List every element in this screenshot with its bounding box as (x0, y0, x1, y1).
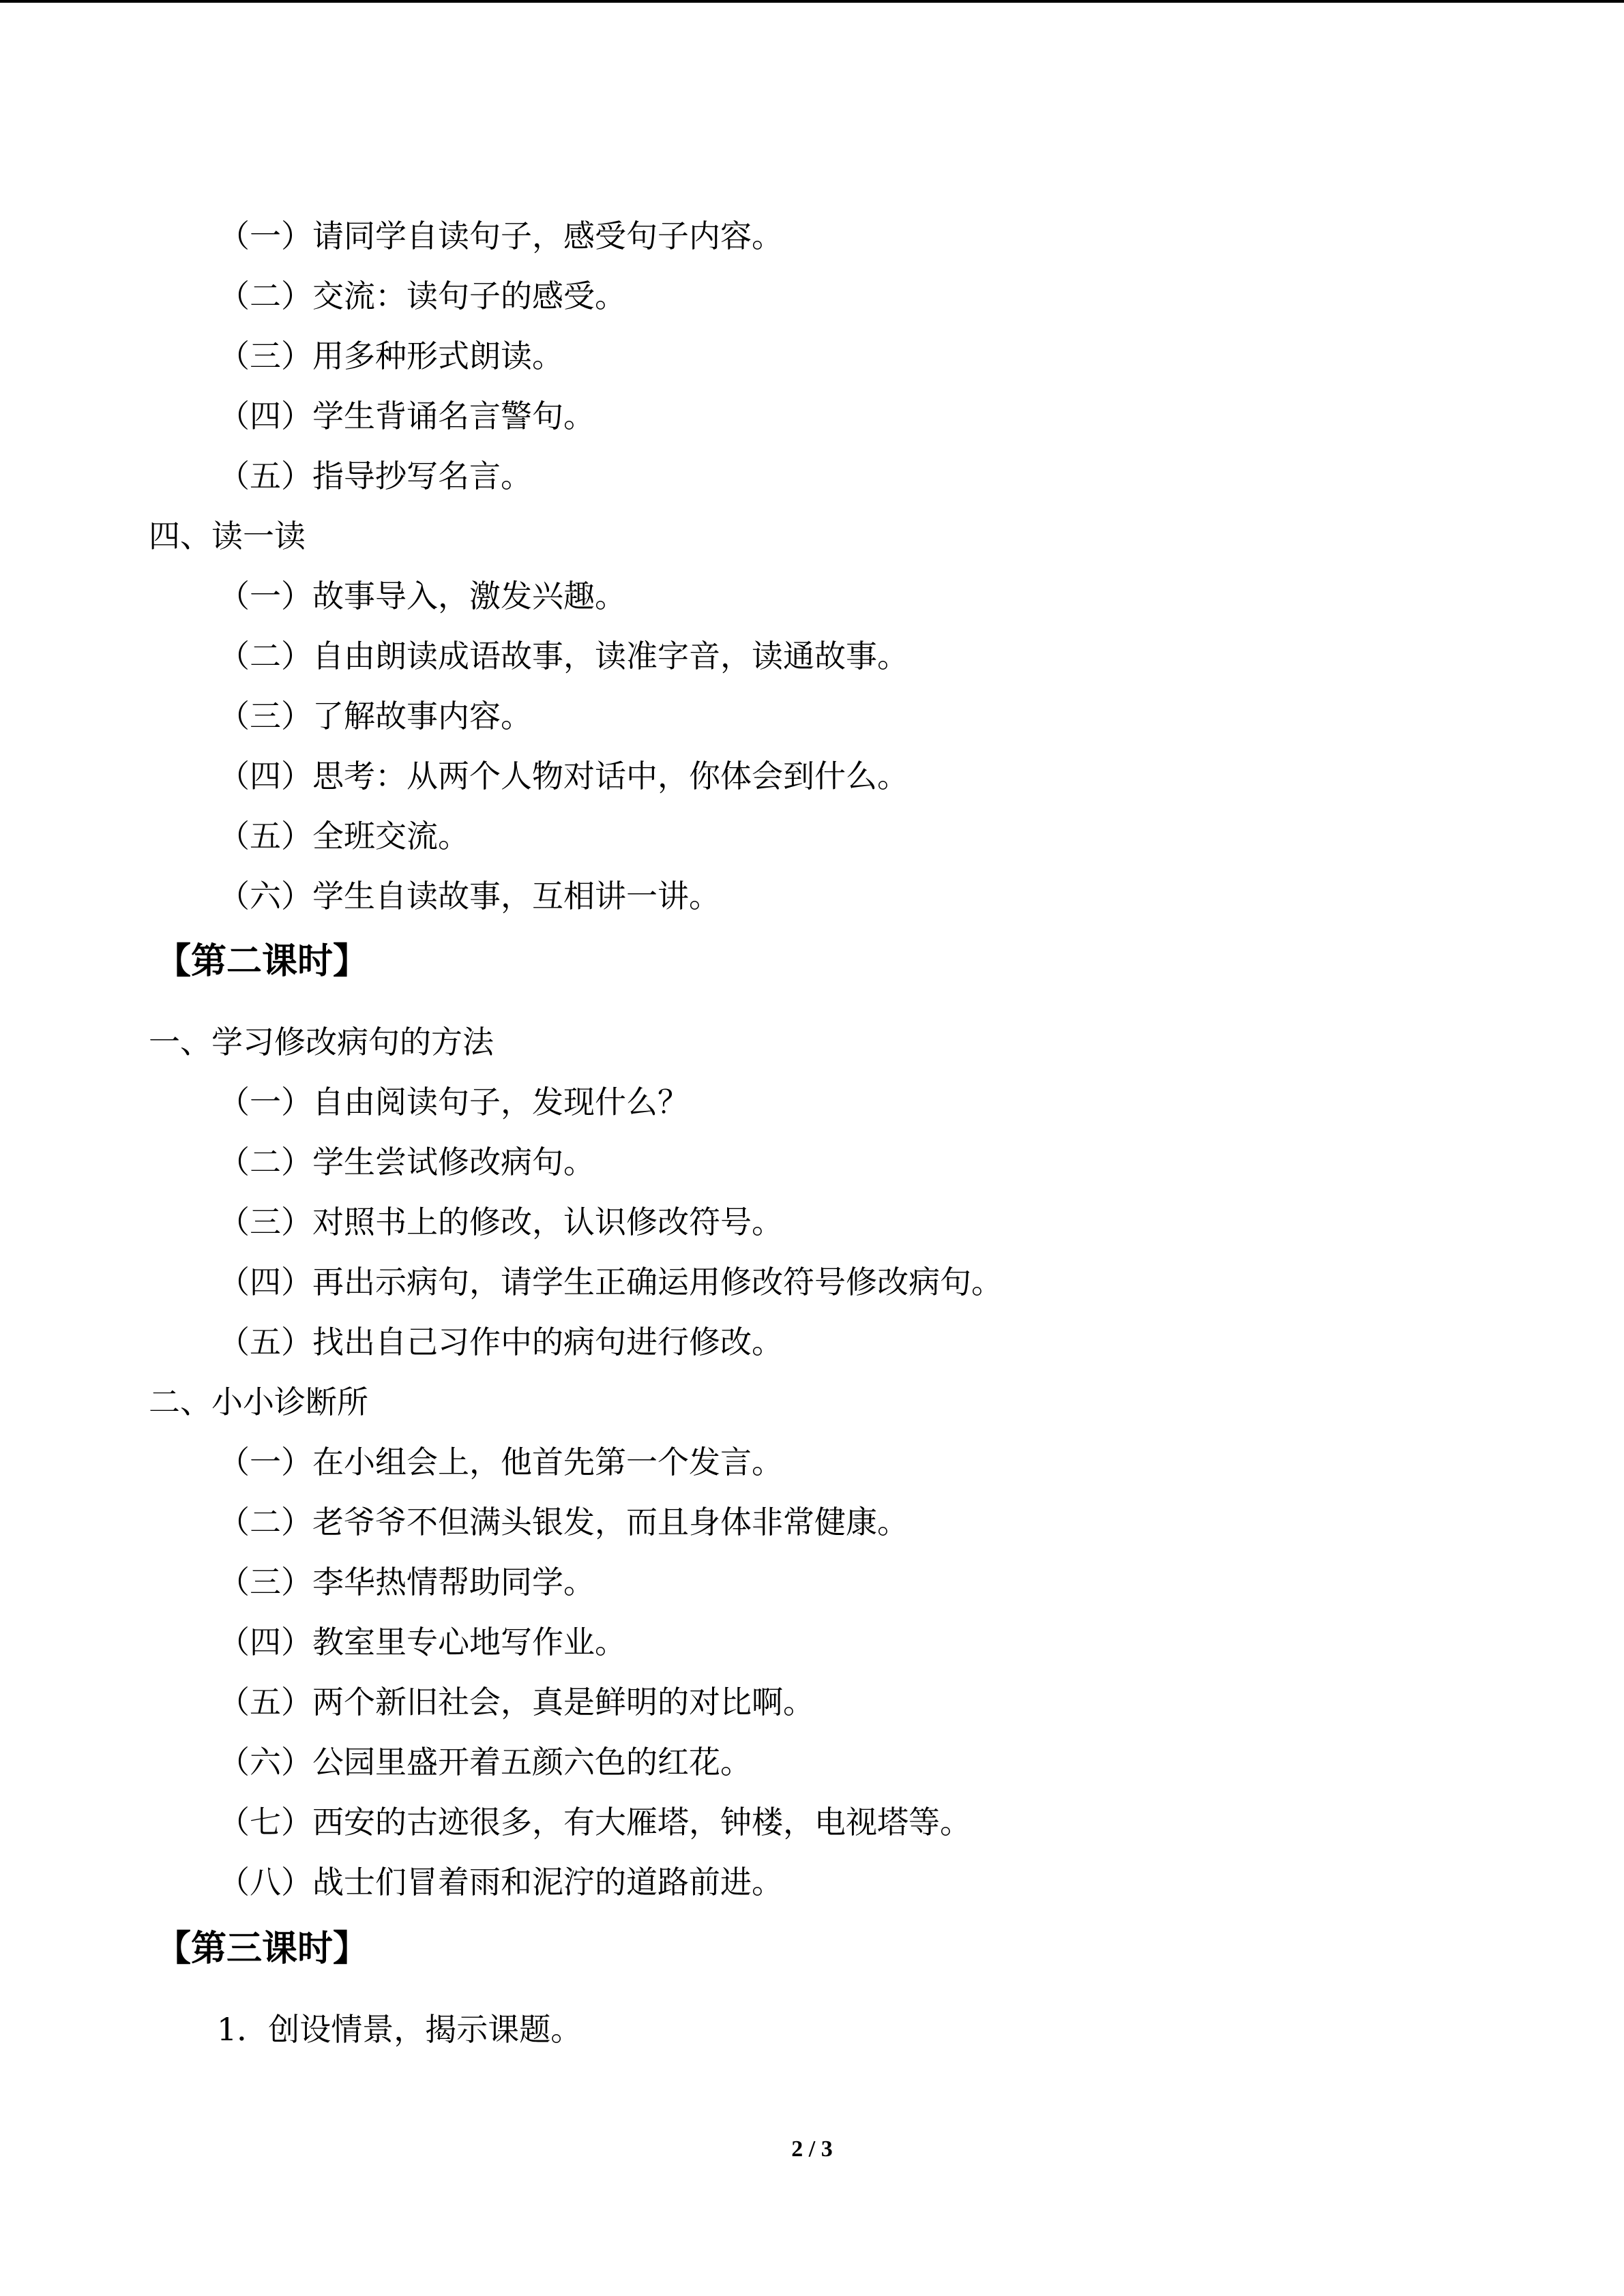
list-item: （五）全班交流。 (218, 818, 469, 854)
numbered-item: 1．创设情景，揭示课题。 (217, 2011, 582, 2048)
lesson-heading: 【第二课时】 (156, 940, 369, 982)
list-item: （五）指导抄写名言。 (218, 458, 532, 494)
list-item: （三）对照书上的修改，认识修改符号。 (218, 1204, 783, 1240)
list-item: （二）老爷爷不但满头银发，而且身体非常健康。 (218, 1504, 909, 1540)
list-item: （一）故事导入，激发兴趣。 (218, 578, 626, 614)
list-item: （三）了解故事内容。 (218, 698, 532, 734)
list-item: （二）自由朗读成语故事，读准字音，读通故事。 (218, 638, 909, 674)
list-item: （五）找出自己习作中的病句进行修改。 (218, 1324, 783, 1360)
list-item: （一）自由阅读句子，发现什么？ (218, 1084, 689, 1120)
list-item: （一）请同学自读句子，感受句子内容。 (218, 218, 783, 254)
page-number: 2 / 3 (791, 2136, 833, 2162)
list-item: （三）用多种形式朗读。 (218, 338, 563, 374)
list-item: （六）公园里盛开着五颜六色的红花。 (218, 1744, 752, 1780)
page-top-border (0, 0, 1624, 3)
list-item: （四）再出示病句，请学生正确运用修改符号修改病句。 (218, 1264, 1003, 1300)
list-item: （七）西安的古迹很多，有大雁塔，钟楼，电视塔等。 (218, 1804, 971, 1840)
list-item: （四）教室里专心地写作业。 (218, 1624, 626, 1660)
section-heading: 二、小小诊断所 (149, 1384, 368, 1420)
list-item: （六）学生自读故事，互相讲一讲。 (218, 878, 720, 914)
list-item: （二）交流：读句子的感受。 (218, 278, 626, 314)
list-item: （四）学生背诵名言警句。 (218, 398, 595, 434)
list-item: （四）思考：从两个人物对话中，你体会到什么。 (218, 758, 909, 794)
list-item: （八）战士们冒着雨和泥泞的道路前进。 (218, 1864, 783, 1900)
section-heading: 四、读一读 (149, 518, 306, 554)
lesson-heading: 【第三课时】 (156, 1928, 369, 1969)
list-item: （三）李华热情帮助同学。 (218, 1564, 595, 1600)
list-item: （二）学生尝试修改病句。 (218, 1144, 595, 1180)
list-item: （五）两个新旧社会，真是鲜明的对比啊。 (218, 1684, 814, 1720)
section-heading: 一、学习修改病句的方法 (149, 1024, 494, 1060)
list-item: （一）在小组会上，他首先第一个发言。 (218, 1444, 783, 1480)
